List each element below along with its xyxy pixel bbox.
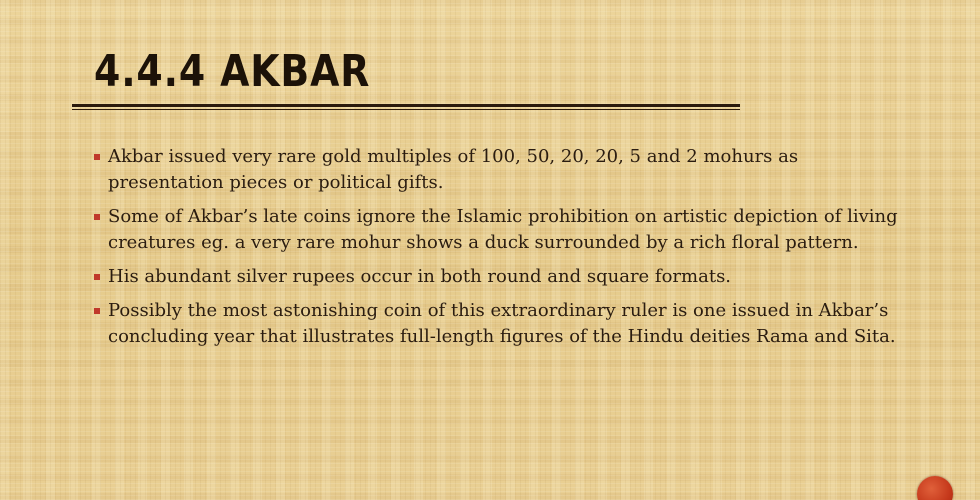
square-bullet-icon bbox=[94, 274, 100, 280]
slide-number-badge bbox=[917, 476, 953, 500]
bullet-text: Possibly the most astonishing coin of this extraordinary ruler is one issued in Akbar’s concluding year that illustrates full-length figures of the Hindu deities Rama and Sita. bbox=[108, 300, 896, 347]
bullet-text: Some of Akbar’s late coins ignore the Islamic prohibition on artistic depiction of living creatures eg. a very rare mohur shows a duck surrounded by a rich floral pattern. bbox=[108, 206, 898, 253]
bullet-item bbox=[94, 144, 904, 196]
bullet-item bbox=[94, 298, 904, 350]
square-bullet-icon bbox=[94, 154, 100, 160]
square-bullet-icon bbox=[94, 308, 100, 314]
title-underline-thin bbox=[72, 109, 740, 110]
bullet-item bbox=[94, 264, 904, 290]
bullet-text: Akbar issued very rare gold multiples of 100, 50, 20, 20, 5 and 2 mohurs as presentation pieces or political gifts. bbox=[108, 146, 799, 193]
bullet-item bbox=[94, 204, 904, 256]
title-underline-thick bbox=[72, 104, 740, 107]
bullet-text: His abundant silver rupees occur in both round and square formats. bbox=[108, 266, 732, 287]
bullet-list bbox=[94, 144, 904, 358]
slide-title: 4.4.4 AKBAR bbox=[94, 46, 371, 97]
square-bullet-icon bbox=[94, 214, 100, 220]
